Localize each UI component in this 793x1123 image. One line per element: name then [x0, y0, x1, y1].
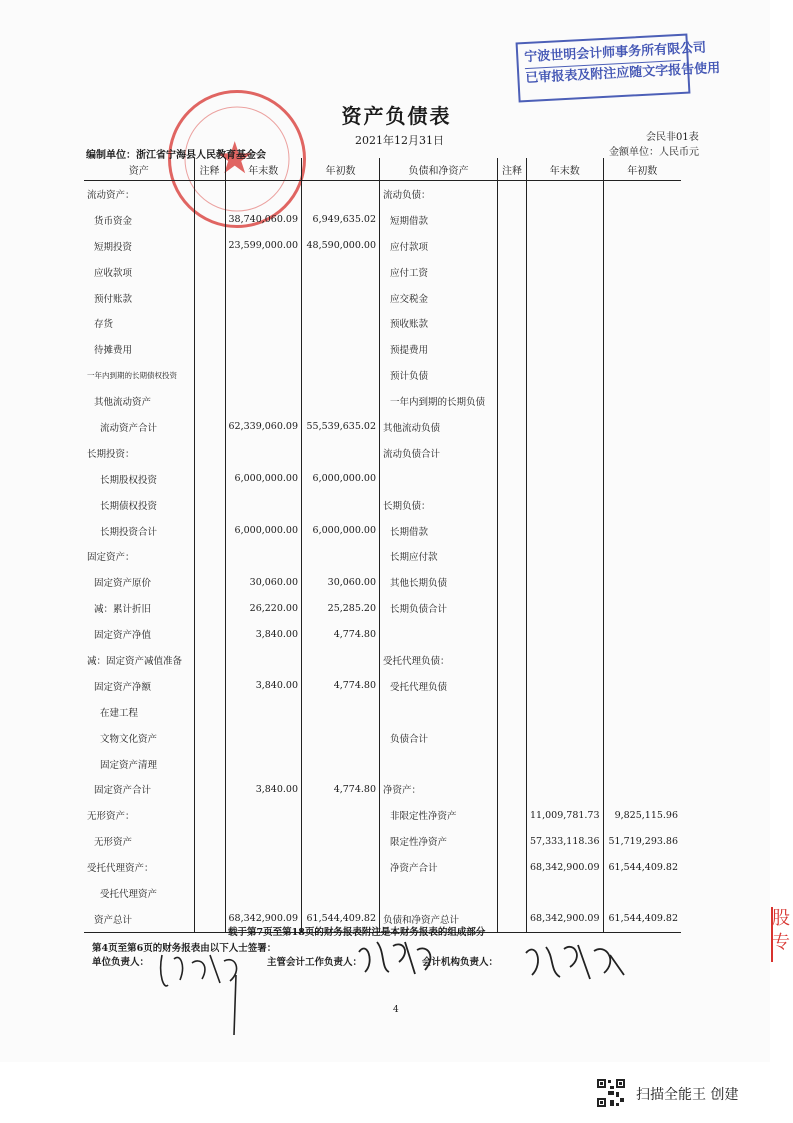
asset-label: 固定资产清理: [100, 759, 158, 771]
unit-head-label: 单位负责人：: [92, 957, 150, 968]
liability-note: [498, 310, 527, 336]
asset-year-end: 62,339,060.09: [225, 414, 302, 440]
liability-year-begin: [603, 285, 681, 311]
stamp-line-1: 宁波世明会计师事务所有限公司: [524, 40, 681, 69]
table-row: [84, 181, 681, 207]
liability-note: [498, 595, 527, 621]
table-row: [84, 285, 681, 311]
liability-year-begin: [603, 699, 681, 725]
asset-label: 长期债权投资: [100, 500, 158, 512]
table-row: [84, 207, 681, 233]
reporting-entity: 编制单位：浙江省宁海县人民教育基金会: [86, 150, 266, 161]
table-row: [84, 466, 681, 492]
liability-note: [498, 751, 527, 777]
liability-label: 负债和净资产总计: [380, 906, 498, 932]
asset-year-begin: [302, 725, 380, 751]
asset-year-begin: [302, 310, 380, 336]
liability-label: 应付工资: [380, 259, 498, 285]
liability-note: [498, 388, 527, 414]
accounting-head-label: 会计机构负责人：: [422, 957, 499, 968]
table-row: [84, 699, 681, 725]
liability-year-end: [527, 285, 604, 311]
header-liabilities: 负债和净资产: [380, 158, 498, 181]
asset-year-end: [225, 440, 302, 466]
asset-note: [194, 518, 225, 544]
form-number: 会民非01表: [646, 132, 699, 143]
liability-label: 短期借款: [380, 207, 498, 233]
auditor-stamp: [516, 34, 721, 103]
asset-year-end: [225, 751, 302, 777]
liability-label: 非限定性净资产: [380, 802, 498, 828]
liability-year-begin: [603, 414, 681, 440]
liability-year-begin: [603, 207, 681, 233]
asset-note: [194, 414, 225, 440]
asset-note: [194, 673, 225, 699]
liability-label: 净资产合计: [380, 854, 498, 880]
asset-year-end: 26,220.00: [225, 595, 302, 621]
asset-note: [194, 388, 225, 414]
liability-note: [498, 181, 527, 207]
asset-year-end: [225, 388, 302, 414]
asset-year-begin: [302, 543, 380, 569]
asset-note: [194, 233, 225, 259]
liability-note: [498, 725, 527, 751]
asset-year-end: [225, 310, 302, 336]
table-row: [84, 776, 681, 802]
asset-year-end: 6,000,000.00: [225, 466, 302, 492]
liability-year-end: [527, 466, 604, 492]
table-row: [84, 595, 681, 621]
liability-year-end: [527, 776, 604, 802]
header-note: 注释: [194, 158, 225, 181]
table-row: [84, 414, 681, 440]
liability-year-end: [527, 207, 604, 233]
asset-note: [194, 285, 225, 311]
asset-year-end: 23,599,000.00: [225, 233, 302, 259]
liability-note: [498, 440, 527, 466]
liability-year-end: 68,342,900.09: [527, 906, 604, 932]
liability-year-begin: [603, 388, 681, 414]
currency-unit: 金额单位：人民币元: [609, 147, 699, 158]
liability-label: 其他流动负债: [380, 414, 498, 440]
asset-year-end: [225, 828, 302, 854]
asset-label: 固定资产原价: [94, 578, 152, 590]
table-row: [84, 828, 681, 854]
stamp-line-2: 已审报表及附注应随文字报告使用: [525, 60, 721, 87]
asset-year-end: [225, 543, 302, 569]
liability-year-begin: 51,719,293.86: [603, 828, 681, 854]
liability-year-end: [527, 388, 604, 414]
liability-label: 净资产：: [380, 776, 498, 802]
liability-year-begin: [603, 518, 681, 544]
liability-note: [498, 828, 527, 854]
asset-note: [194, 621, 225, 647]
asset-year-begin: [302, 388, 380, 414]
liability-note: [498, 880, 527, 906]
asset-year-end: [225, 880, 302, 906]
asset-year-end: [225, 285, 302, 311]
liability-year-begin: [603, 543, 681, 569]
asset-year-begin: [302, 854, 380, 880]
asset-year-begin: [302, 492, 380, 518]
side-text: 股专: [772, 908, 790, 953]
asset-year-begin: 4,774.80: [302, 621, 380, 647]
signature-intro: 第4页至第6页的财务报表由以下人士签署：: [92, 943, 277, 954]
asset-note: [194, 440, 225, 466]
asset-year-begin: [302, 362, 380, 388]
liability-year-end: 57,333,118.36: [527, 828, 604, 854]
asset-year-end: 38,740,060.09: [225, 207, 302, 233]
liability-label: 流动负债：: [380, 181, 498, 207]
liability-label: 应付款项: [380, 233, 498, 259]
liability-year-begin: [603, 776, 681, 802]
liability-year-begin: [603, 595, 681, 621]
asset-year-begin: [302, 181, 380, 207]
liability-year-end: [527, 751, 604, 777]
liability-year-begin: [603, 569, 681, 595]
header-assets: 资产: [84, 158, 194, 181]
liability-year-end: [527, 492, 604, 518]
asset-note: [194, 259, 225, 285]
asset-year-end: 6,000,000.00: [225, 518, 302, 544]
qr-code-icon: [596, 1078, 626, 1108]
table-row: [84, 569, 681, 595]
liability-year-end: [527, 543, 604, 569]
liability-note: [498, 673, 527, 699]
asset-note: [194, 207, 225, 233]
liability-year-end: [527, 336, 604, 362]
table-row: [84, 492, 681, 518]
liability-note: [498, 776, 527, 802]
liability-year-begin: [603, 880, 681, 906]
asset-year-end: 3,840.00: [225, 776, 302, 802]
asset-year-begin: 61,544,409.82: [302, 906, 380, 932]
signature-unit-head: [150, 935, 260, 1045]
liability-label: [380, 466, 498, 492]
liability-note: [498, 699, 527, 725]
asset-note: [194, 647, 225, 673]
asset-year-begin: [302, 259, 380, 285]
asset-label: 存货: [94, 319, 114, 331]
table-row: [84, 440, 681, 466]
liability-note: [498, 207, 527, 233]
asset-label: 减：累计折旧: [94, 604, 152, 616]
asset-note: [194, 776, 225, 802]
liability-year-begin: [603, 336, 681, 362]
asset-year-end: 30,060.00: [225, 569, 302, 595]
table-row: [84, 647, 681, 673]
asset-label: 受托代理资产: [100, 888, 158, 900]
asset-year-end: 68,342,900.09: [225, 906, 302, 932]
asset-label: 应收款项: [94, 267, 133, 279]
liability-year-begin: [603, 362, 681, 388]
liability-label: 负债合计: [380, 725, 498, 751]
liability-note: [498, 492, 527, 518]
liability-label: 应交税金: [380, 285, 498, 311]
header-year-end: 年末数: [527, 158, 604, 181]
asset-year-begin: 4,774.80: [302, 673, 380, 699]
liability-note: [498, 466, 527, 492]
asset-year-begin: [302, 336, 380, 362]
asset-label: 预付账款: [94, 293, 133, 305]
liability-year-begin: [603, 673, 681, 699]
asset-note: [194, 699, 225, 725]
asset-note: [194, 802, 225, 828]
liability-label: 长期负债合计: [380, 595, 498, 621]
liability-year-begin: 61,544,409.82: [603, 906, 681, 932]
liability-note: [498, 569, 527, 595]
asset-year-end: [225, 725, 302, 751]
liability-year-end: [527, 647, 604, 673]
page-title: 资产负债表: [341, 104, 452, 128]
asset-year-end: 3,840.00: [225, 621, 302, 647]
table-header-row: [84, 158, 681, 181]
liability-label: 流动负债合计: [380, 440, 498, 466]
table-row: [84, 310, 681, 336]
liability-note: [498, 233, 527, 259]
asset-label: 固定资产净值: [94, 630, 152, 642]
liability-year-begin: [603, 259, 681, 285]
asset-year-begin: 30,060.00: [302, 569, 380, 595]
asset-note: [194, 828, 225, 854]
asset-label: 待摊费用: [94, 345, 133, 357]
asset-label: 文物文化资产: [100, 733, 158, 745]
liability-year-end: [527, 699, 604, 725]
asset-year-end: [225, 802, 302, 828]
asset-year-begin: [302, 440, 380, 466]
liability-note: [498, 414, 527, 440]
liability-year-begin: 9,825,115.96: [603, 802, 681, 828]
table-row: [84, 802, 681, 828]
asset-note: [194, 336, 225, 362]
liability-year-begin: [603, 440, 681, 466]
liability-year-begin: 61,544,409.82: [603, 854, 681, 880]
liability-label: 受托代理负债: [380, 673, 498, 699]
liability-note: [498, 854, 527, 880]
asset-year-end: [225, 259, 302, 285]
asset-label: 流动资产合计: [100, 422, 158, 434]
liability-year-begin: [603, 751, 681, 777]
table-row: [84, 336, 681, 362]
liability-note: [498, 621, 527, 647]
liability-label: [380, 880, 498, 906]
footnote: 载于第7页至第18页的财务报表附注是本财务报表的组成部分: [228, 927, 486, 938]
liability-year-begin: [603, 621, 681, 647]
liability-note: [498, 518, 527, 544]
liability-note: [498, 543, 527, 569]
asset-note: [194, 181, 225, 207]
asset-label: 长期投资：: [87, 448, 135, 460]
liability-year-begin: [603, 233, 681, 259]
liability-label: 长期应付款: [380, 543, 498, 569]
asset-label: 在建工程: [100, 707, 139, 719]
asset-year-begin: 25,285.20: [302, 595, 380, 621]
asset-label: 长期股权投资: [100, 474, 158, 486]
liability-label: 一年内到期的长期负债: [380, 388, 498, 414]
liability-year-end: [527, 569, 604, 595]
liability-year-end: [527, 595, 604, 621]
table-row: [84, 880, 681, 906]
asset-year-begin: 6,949,635.02: [302, 207, 380, 233]
table-row: [84, 854, 681, 880]
asset-label: 固定资产净额: [94, 681, 152, 693]
liability-year-end: [527, 362, 604, 388]
liability-label: 预提费用: [380, 336, 498, 362]
asset-year-begin: 4,774.80: [302, 776, 380, 802]
liability-label: 预计负债: [380, 362, 498, 388]
asset-year-begin: [302, 751, 380, 777]
liability-year-end: [527, 880, 604, 906]
liability-year-begin: [603, 466, 681, 492]
liability-year-end: 68,342,900.09: [527, 854, 604, 880]
liability-label: 受托代理负债：: [380, 647, 498, 673]
asset-year-begin: 48,590,000.00: [302, 233, 380, 259]
header-year-begin: 年初数: [603, 158, 681, 181]
liability-year-begin: [603, 647, 681, 673]
table-row: [84, 621, 681, 647]
liability-note: [498, 647, 527, 673]
asset-note: [194, 751, 225, 777]
liability-year-begin: [603, 492, 681, 518]
asset-year-begin: [302, 285, 380, 311]
asset-note: [194, 362, 225, 388]
scanner-credit: 扫描全能王 创建: [636, 1087, 739, 1103]
asset-label: 减：固定资产减值准备: [87, 655, 183, 667]
liability-label: [380, 699, 498, 725]
header-note: 注释: [498, 158, 527, 181]
asset-year-end: [225, 699, 302, 725]
asset-label: 无形资产：: [87, 811, 135, 823]
header-year-end: 年末数: [225, 158, 302, 181]
asset-label: 固定资产：: [87, 552, 135, 564]
asset-note: [194, 880, 225, 906]
seal-star-icon: ★: [215, 133, 255, 184]
table-row: [84, 362, 681, 388]
asset-label: 资产总计: [84, 906, 194, 932]
liability-label: 长期借款: [380, 518, 498, 544]
asset-label: 一年内到期的长期债权投资: [87, 370, 177, 380]
liability-label: 其他长期负债: [380, 569, 498, 595]
asset-year-end: [225, 854, 302, 880]
table-row: [84, 518, 681, 544]
liability-year-end: [527, 621, 604, 647]
liability-year-end: [527, 414, 604, 440]
table-row: [84, 543, 681, 569]
asset-label: 固定资产合计: [94, 785, 152, 797]
table-row: [84, 388, 681, 414]
asset-year-end: [225, 492, 302, 518]
liability-year-end: [527, 310, 604, 336]
asset-label: 货币资金: [94, 215, 133, 227]
liability-year-end: 11,009,781.73: [527, 802, 604, 828]
asset-note: [194, 569, 225, 595]
liability-year-end: [527, 259, 604, 285]
liability-year-begin: [603, 725, 681, 751]
asset-note: [194, 595, 225, 621]
asset-label: 长期投资合计: [100, 526, 158, 538]
liability-note: [498, 259, 527, 285]
chief-accountant-label: 主管会计工作负责人：: [267, 957, 363, 968]
liability-label: 长期负债：: [380, 492, 498, 518]
table-row: [84, 673, 681, 699]
balance-sheet-table: [84, 158, 681, 933]
liability-note: [498, 336, 527, 362]
liability-note: [498, 802, 527, 828]
asset-year-begin: [302, 699, 380, 725]
liability-note: [498, 285, 527, 311]
asset-year-end: [225, 647, 302, 673]
liability-year-end: [527, 181, 604, 207]
table-row: [84, 725, 681, 751]
asset-label: 流动资产：: [87, 189, 135, 201]
asset-label: 其他流动资产: [94, 397, 152, 409]
asset-label: 受托代理资产：: [87, 863, 154, 875]
asset-note: [194, 543, 225, 569]
asset-year-begin: 55,539,635.02: [302, 414, 380, 440]
liability-year-begin: [603, 310, 681, 336]
asset-year-begin: 6,000,000.00: [302, 518, 380, 544]
asset-year-end: [225, 336, 302, 362]
asset-note: [194, 906, 225, 932]
liability-label: 预收账款: [380, 310, 498, 336]
asset-note: [194, 492, 225, 518]
asset-note: [194, 725, 225, 751]
asset-year-begin: [302, 802, 380, 828]
liability-label: [380, 751, 498, 777]
header-year-begin: 年初数: [302, 158, 380, 181]
liability-year-end: [527, 518, 604, 544]
liability-year-end: [527, 725, 604, 751]
asset-year-end: [225, 181, 302, 207]
table-row: [84, 259, 681, 285]
asset-year-begin: 6,000,000.00: [302, 466, 380, 492]
liability-year-end: [527, 233, 604, 259]
signature-chief-accountant: [355, 932, 445, 982]
table-row: [84, 751, 681, 777]
asset-label: 短期投资: [94, 241, 133, 253]
liability-year-end: [527, 440, 604, 466]
report-date: 2021年12月31日: [355, 134, 444, 147]
asset-note: [194, 854, 225, 880]
asset-year-begin: [302, 647, 380, 673]
page-number: 4: [393, 1005, 399, 1015]
asset-year-begin: [302, 828, 380, 854]
liability-year-begin: [603, 181, 681, 207]
liability-year-end: [527, 673, 604, 699]
asset-year-begin: [302, 880, 380, 906]
asset-note: [194, 466, 225, 492]
liability-note: [498, 906, 527, 932]
table-row: [84, 233, 681, 259]
asset-note: [194, 310, 225, 336]
asset-year-end: [225, 362, 302, 388]
liability-label: [380, 621, 498, 647]
signature-accounting-head: [520, 935, 630, 985]
liability-label: 限定性净资产: [380, 828, 498, 854]
asset-year-end: 3,840.00: [225, 673, 302, 699]
liability-note: [498, 362, 527, 388]
asset-label: 无形资产: [94, 837, 133, 849]
